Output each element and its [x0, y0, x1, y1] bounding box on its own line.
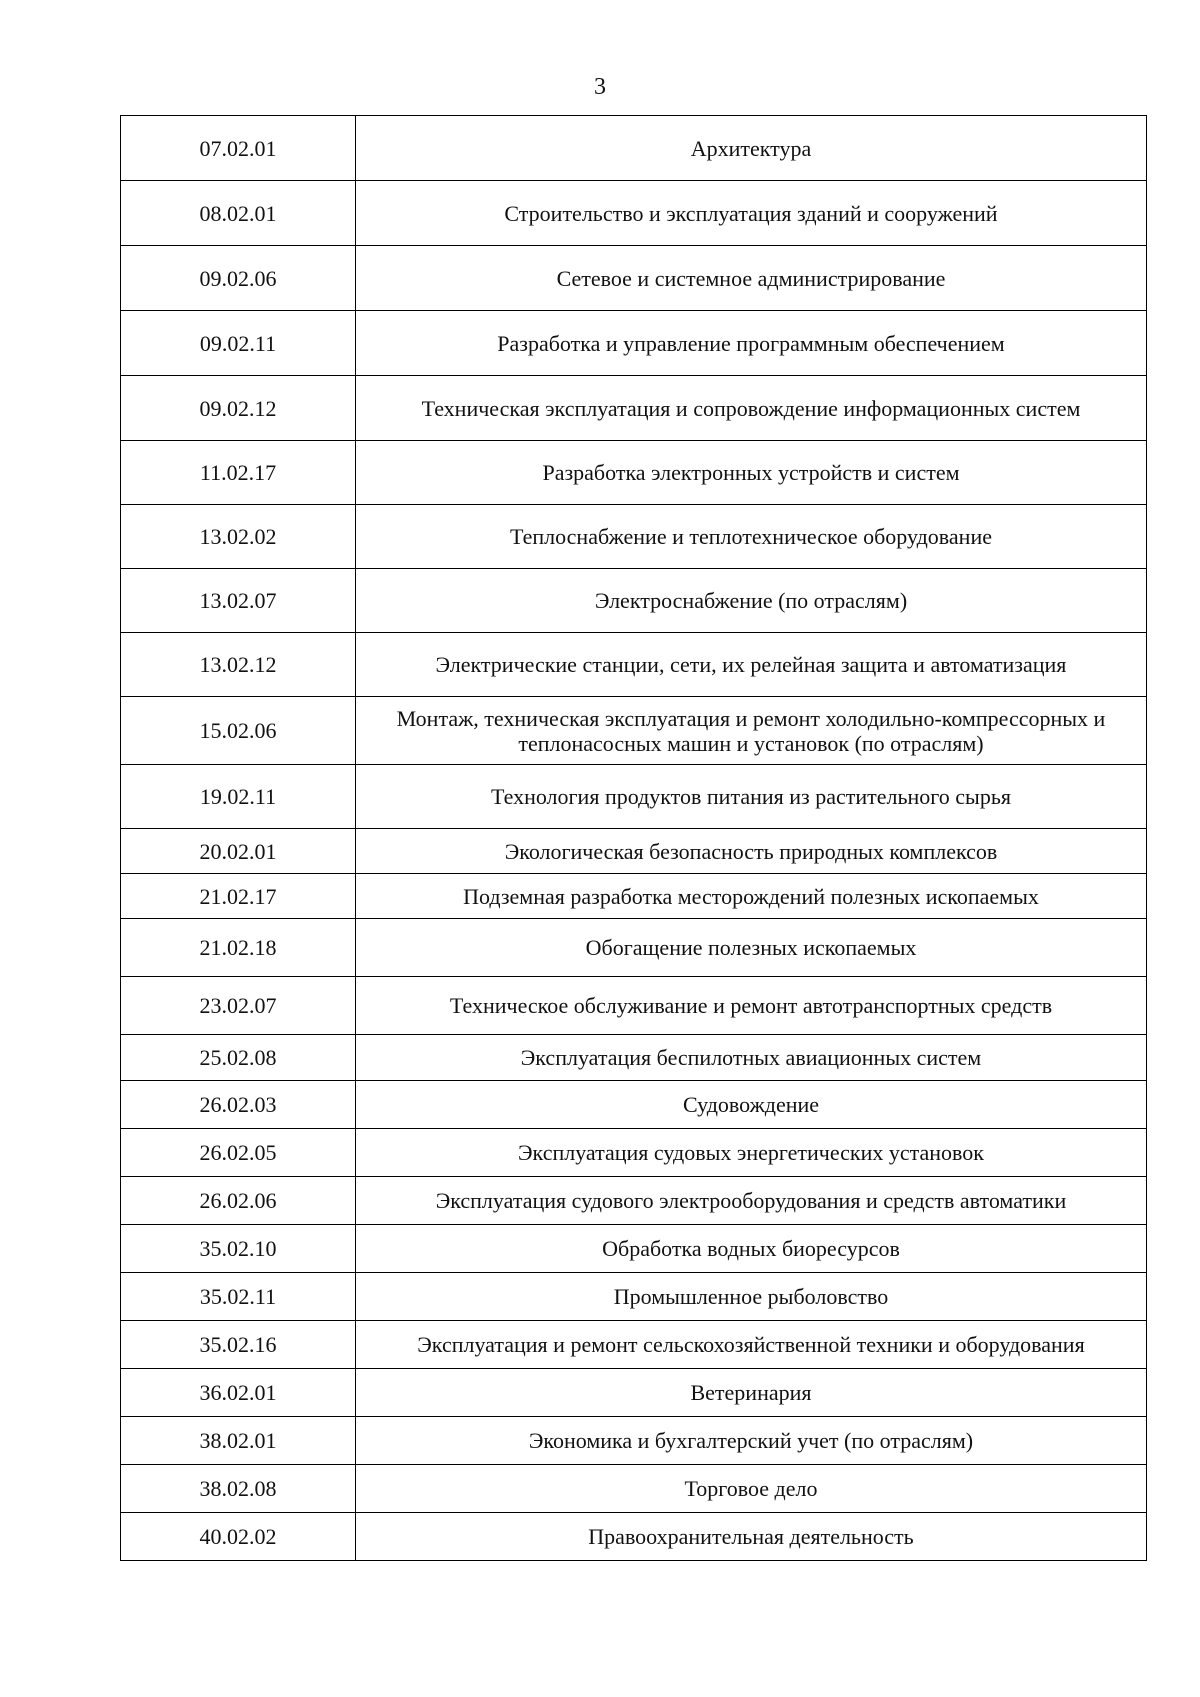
specialty-code-cell: 09.02.11: [121, 311, 356, 376]
specialty-name-cell: Судовождение: [356, 1081, 1147, 1129]
table-row: [121, 181, 1147, 246]
specialty-name-cell: Промышленное рыболовство: [356, 1273, 1147, 1321]
specialty-name-cell: Теплоснабжение и теплотехническое оборудование: [356, 505, 1147, 569]
specialty-code-cell: 09.02.12: [121, 376, 356, 441]
specialty-code-cell: 15.02.06: [121, 697, 356, 765]
table-row: [121, 1177, 1147, 1225]
table-row: [121, 1273, 1147, 1321]
table-row: [121, 376, 1147, 441]
table-row: [121, 919, 1147, 977]
specialty-name-cell: Эксплуатация судового электрооборудования и средств автоматики: [356, 1177, 1147, 1225]
table-row: [121, 977, 1147, 1035]
table-row: [121, 1465, 1147, 1513]
specialty-name-cell: Эксплуатация и ремонт сельскохозяйственной техники и оборудования: [356, 1321, 1147, 1369]
specialty-name-cell: Обогащение полезных ископаемых: [356, 919, 1147, 977]
table-row: [121, 1129, 1147, 1177]
table-row: [121, 765, 1147, 829]
specialty-name-cell: Электрические станции, сети, их релейная защита и автоматизация: [356, 633, 1147, 697]
table-row: [121, 569, 1147, 633]
specialty-name-cell: Сетевое и системное администрирование: [356, 246, 1147, 311]
specialty-name-cell: Экономика и бухгалтерский учет (по отраслям): [356, 1417, 1147, 1465]
table-row: [121, 1417, 1147, 1465]
table-row: [121, 311, 1147, 376]
specialty-code-cell: 35.02.11: [121, 1273, 356, 1321]
specialty-code-cell: 35.02.16: [121, 1321, 356, 1369]
specialty-code-cell: 26.02.06: [121, 1177, 356, 1225]
specialty-code-cell: 23.02.07: [121, 977, 356, 1035]
specialty-code-cell: 19.02.11: [121, 765, 356, 829]
specialty-name-cell: Разработка и управление программным обеспечением: [356, 311, 1147, 376]
specialty-name-cell: Обработка водных биоресурсов: [356, 1225, 1147, 1273]
table-row: [121, 633, 1147, 697]
specialty-code-cell: 13.02.07: [121, 569, 356, 633]
table-row: [121, 505, 1147, 569]
specialty-code-cell: 38.02.01: [121, 1417, 356, 1465]
specialty-name-cell: Строительство и эксплуатация зданий и сооружений: [356, 181, 1147, 246]
table-row: [121, 441, 1147, 505]
specialty-code-cell: 25.02.08: [121, 1035, 356, 1081]
table-row: [121, 1369, 1147, 1417]
specialty-name-cell: Техническая эксплуатация и сопровождение информационных систем: [356, 376, 1147, 441]
specialty-name-cell: Техническое обслуживание и ремонт автотранспортных средств: [356, 977, 1147, 1035]
specialty-code-cell: 35.02.10: [121, 1225, 356, 1273]
table-row: [121, 1225, 1147, 1273]
table-row: [121, 246, 1147, 311]
specialty-name-cell: Разработка электронных устройств и систем: [356, 441, 1147, 505]
specialty-code-cell: 38.02.08: [121, 1465, 356, 1513]
table-row: [121, 874, 1147, 919]
specialty-name-cell: Эксплуатация беспилотных авиационных систем: [356, 1035, 1147, 1081]
specialty-name-cell: Подземная разработка месторождений полезных ископаемых: [356, 874, 1147, 919]
table-row: [121, 1321, 1147, 1369]
specialty-code-cell: 11.02.17: [121, 441, 356, 505]
specialty-name-cell: Эксплуатация судовых энергетических установок: [356, 1129, 1147, 1177]
specialty-code-cell: 26.02.05: [121, 1129, 356, 1177]
table-body: [121, 116, 1147, 1561]
specialty-code-cell: 26.02.03: [121, 1081, 356, 1129]
table-row: [121, 697, 1147, 765]
specialty-code-cell: 20.02.01: [121, 829, 356, 874]
specialty-name-cell: Правоохранительная деятельность: [356, 1513, 1147, 1561]
specialties-table: [120, 115, 1147, 1561]
specialty-name-cell: Технология продуктов питания из растительного сырья: [356, 765, 1147, 829]
specialty-name-cell: Ветеринария: [356, 1369, 1147, 1417]
specialty-code-cell: 40.02.02: [121, 1513, 356, 1561]
specialty-code-cell: 13.02.12: [121, 633, 356, 697]
specialty-name-cell: Экологическая безопасность природных комплексов: [356, 829, 1147, 874]
specialty-code-cell: 21.02.17: [121, 874, 356, 919]
specialty-code-cell: 21.02.18: [121, 919, 356, 977]
specialty-name-cell: Архитектура: [356, 116, 1147, 181]
table-row: [121, 829, 1147, 874]
page-number: 3: [594, 74, 606, 100]
table-row: [121, 1035, 1147, 1081]
specialty-code-cell: 13.02.02: [121, 505, 356, 569]
specialty-name-cell: Торговое дело: [356, 1465, 1147, 1513]
table-row: [121, 1081, 1147, 1129]
specialty-name-cell: Электроснабжение (по отраслям): [356, 569, 1147, 633]
table-row: [121, 1513, 1147, 1561]
specialty-code-cell: 09.02.06: [121, 246, 356, 311]
specialty-code-cell: 36.02.01: [121, 1369, 356, 1417]
table-row: [121, 116, 1147, 181]
specialty-name-cell: Монтаж, техническая эксплуатация и ремонт холодильно-компрессорных и теплонасосных машин и установок (по отраслям): [356, 697, 1147, 765]
specialty-code-cell: 08.02.01: [121, 181, 356, 246]
specialty-code-cell: 07.02.01: [121, 116, 356, 181]
